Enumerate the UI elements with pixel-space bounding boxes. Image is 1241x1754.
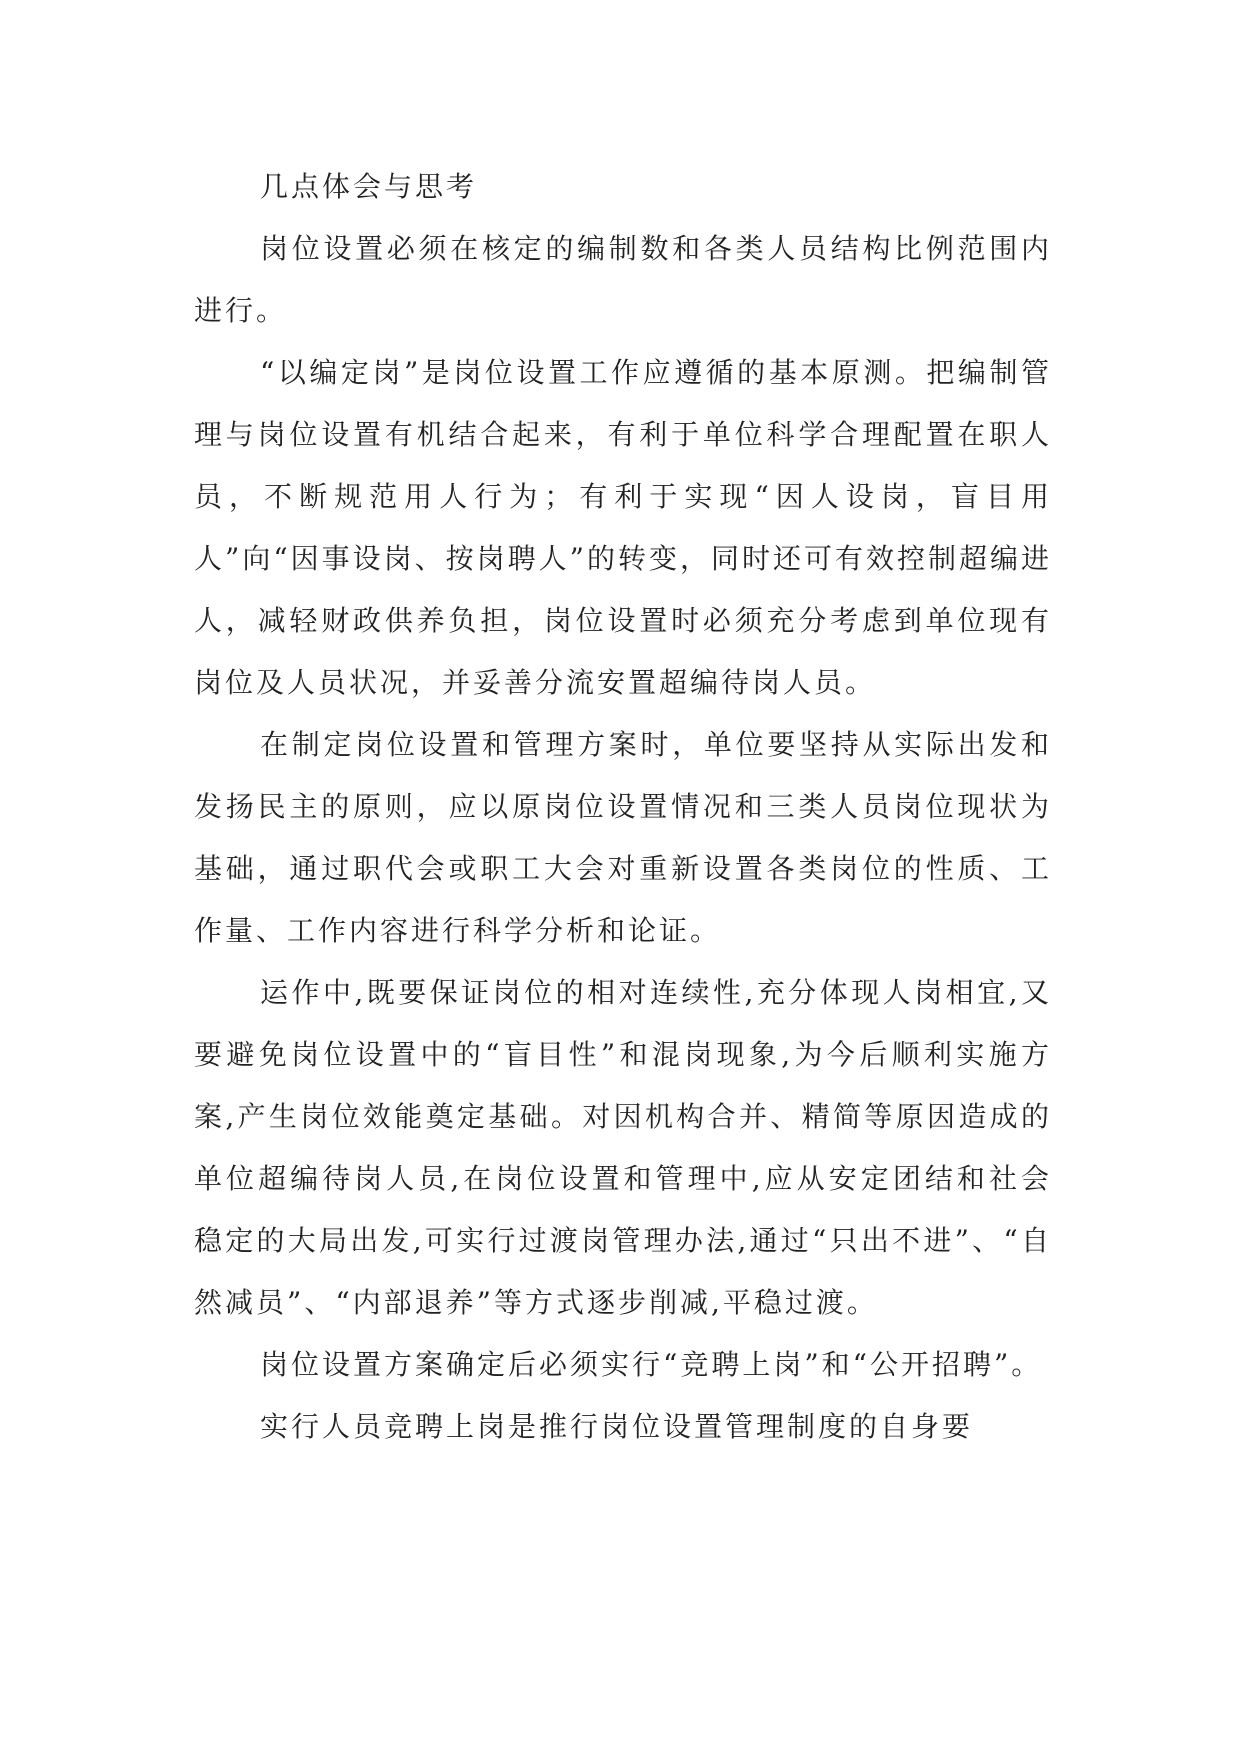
section-heading: 几点体会与思考 <box>260 170 478 203</box>
paragraph-1: 岗位设置必须在核定的编制数和各类人员结构比例范围内进行。 <box>194 232 1052 327</box>
document-body <box>194 156 1052 1458</box>
paragraph-6: 实行人员竞聘上岗是推行岗位设置管理制度的自身要 <box>260 1410 974 1443</box>
paragraph-2: “以编定岗”是岗位设置工作应遵循的基本原测。把编制管理与岗位设置有机结合起来，有利于单位科学合理配置在职人员，不断规范用人行为；有利于实现“因人设岗，盲目用人”向“因事设岗、按岗聘人”的转变，同时还可有效控制超编进人，减轻财政供养负担，岗位设置时必须充分考虑到单位现有岗位及人员状况，并妥善分流安置超编待岗人员。 <box>194 356 1052 699</box>
paragraph-5: 岗位设置方案确定后必须实行“竞聘上岗”和“公开招聘”。 <box>260 1348 1043 1381</box>
paragraph-3: 在制定岗位设置和管理方案时，单位要坚持从实际出发和发扬民主的原则，应以原岗位设置情况和三类人员岗位现状为基础，通过职代会或职工大会对重新设置各类岗位的性质、工作量、工作内容进行科学分析和论证。 <box>194 728 1052 947</box>
paragraph-4: 运作中,既要保证岗位的相对连续性,充分体现人岗相宜,又要避免岗位设置中的“盲目性”和混岗现象,为今后顺利实施方案,产生岗位效能奠定基础。对因机构合并、精简等原因造成的单位超编待岗人员,在岗位设置和管理中,应从安定团结和社会稳定的大局出发,可实行过渡岗管理办法,通过“只出不进”、“自然减员”、“内部退养”等方式逐步削减,平稳过渡。 <box>194 976 1052 1319</box>
